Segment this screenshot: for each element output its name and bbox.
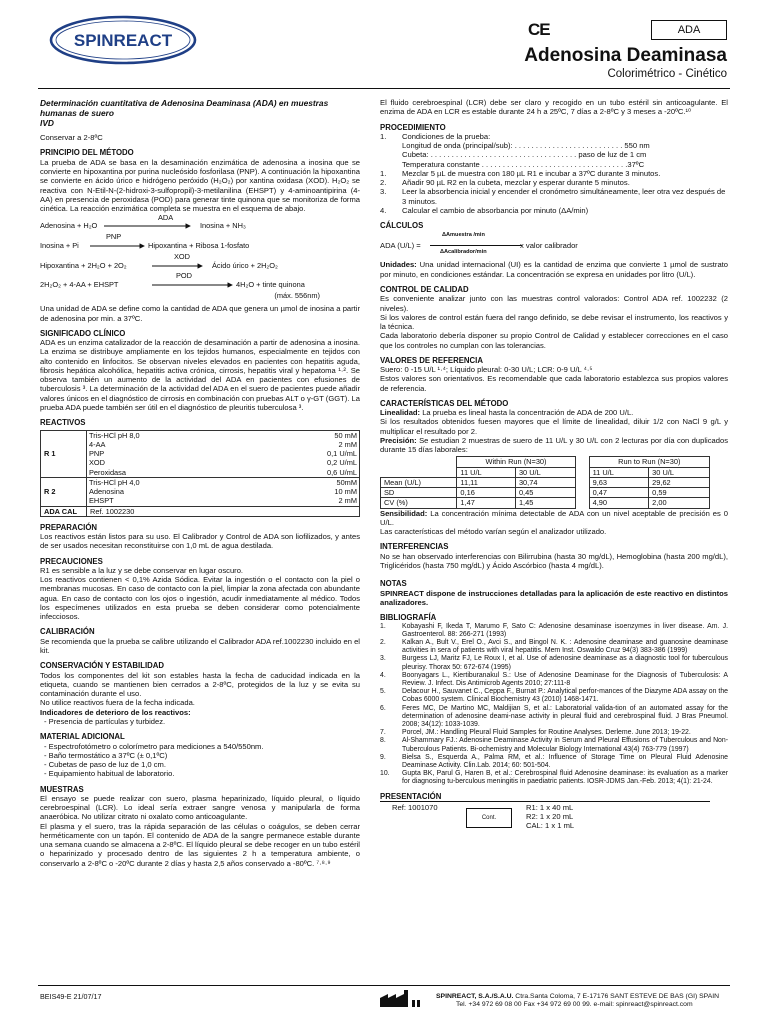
reagent-value: 10 mM [334, 487, 357, 497]
referencia-text-2: Estos valores son orientativos. Es recomendable que cada laboratorio establezca sus propios valores de referencia. [380, 374, 728, 393]
company-info [436, 993, 719, 1010]
r1-list [87, 431, 359, 477]
reagent-value: 2 mM [338, 439, 357, 449]
linealidad-text: La prueba es lineal hasta la concentración de ADA de 200 U/L. [420, 408, 634, 418]
calidad-text-2: Si los valores de control están fuera del rango definido, se debe revisar el instrumento, los reactivos y la técnica. [380, 312, 728, 332]
ce-mark: CE [528, 20, 550, 39]
company-contact: Tel. +34 972 69 08 00 Fax +34 972 69 00 99. e-mail: spinreact@spinreact.com [456, 1001, 693, 1009]
bibliography-item [380, 688, 728, 704]
reagent-value: 2 mM [338, 496, 357, 506]
units-label: Unidades: [380, 260, 417, 270]
precision-row [381, 498, 710, 508]
calidad-text-3: Cada laboratorio debería disponer su propio Control de Calidad y establecer correcciones en el caso que los controles no cumplan con las tolerancias. [380, 331, 728, 350]
presentation-items [526, 803, 574, 831]
bibliography-item [380, 754, 728, 770]
condition-cuvette: Cubeta: . . . . . . . . . . . . . . . . . . . . . . . . . . . . . . . . . . . paso de luz de 1 cm [402, 150, 647, 160]
r1-label: R 1 [41, 430, 87, 477]
notas-text: SPINREACT dispone de instrucciones detalladas para la aplicación de este reactivo en distintos analizadores. [380, 588, 728, 607]
left-column [40, 98, 360, 868]
bib-number: 1. [380, 622, 386, 630]
precision-row-label: CV (%) [381, 498, 457, 508]
notas-heading: NOTAS [380, 579, 407, 589]
sensibilidad-text: La concentración mínima detectable de ADA con un nivel aceptable de precisión es 0 U/L. [380, 508, 728, 527]
calc-formula [380, 232, 728, 260]
step-text: Leer la absorbencia inicial y encender el cronómetro simultáneamente, leer otra vez después de 3 minutos. [402, 187, 726, 206]
procedure-step [380, 206, 728, 215]
bibliography-item [380, 729, 728, 737]
reaction-1-left: Adenosina + H₂O [40, 221, 98, 231]
preparacion-text: Los reactivos están listos para su uso. El Calibrador y Control de ADA son liofilizados, y antes de ser usados necesitan reconstituirse con 1,0 mL de agua destilada. [40, 532, 360, 551]
intro-text: Determinación cuantitativa de Adenosina Deaminasa (ADA) en muestras humanas de suero [40, 98, 329, 119]
reagent-name: Tris-HCl pH 8,0 [89, 430, 140, 440]
reagent-value: 0,6 U/mL [327, 467, 357, 477]
step-number: 1. [380, 168, 387, 178]
code-box: ADA [651, 20, 727, 40]
reaction-2-right: Hipoxantina + Ribosa 1-fosfato [148, 241, 250, 251]
bibliography-item [380, 672, 728, 688]
conservacion-indicators: Indicadores de deterioro de los reactivos: [40, 707, 191, 717]
material-item: - Equipamiento habitual de laboratorio. [44, 769, 175, 779]
material-item: - Cubetas de paso de luz de 1,0 cm. [44, 760, 166, 770]
reagent-row [87, 449, 359, 458]
bibliografia-heading: BIBLIOGRAFÍA [380, 613, 437, 623]
precision-cell: 0,16 [457, 488, 516, 498]
conservacion-text: Todos los componentes del kit son estables hasta la fecha de caducidad indicada en la etiqueta, cuando se mantienen bien cerrados a 2-8ºC, protegidos de la luz y se evita su contaminación durante el uso. [40, 670, 360, 699]
muestras-heading: MUESTRAS [40, 784, 84, 794]
lcr-text: El fluido cerebroespinal (LCR) debe ser claro y recogido en un tubo estéril sin anticoagulante. El enzima de ADA en LCR es estable durante 24 h a 25ºC, 7 días a 2-8ºC y 3 meses a -20ºC.¹⁰ [380, 98, 728, 117]
page-title: Adenosina Deaminasa [524, 45, 727, 66]
interferencias-heading: INTERFERENCIAS [380, 542, 449, 552]
bib-text: Boonyagars L., Kiertiburanakul S.: Use of Adenosine Deaminase for the Diagnosis of Tuberculosis: A Review. J. Infect. Dis Antimicrob Agents 2010; 27:111-8 [402, 671, 728, 687]
precauciones-text-2: Los reactivos contienen < 0,1% Azida Sódica. Evitar la ingestión o el contacto con la piel o membranas mucosas. En caso de contacto con la piel, limpiar la zona afectada con abundante agua. En caso de contacto con los ojos o ingestión, acudir inmediatamente al médico. Todos los especímenes utilizados en esta prueba se deben considerar como potencialmente infecciosos. [40, 575, 360, 622]
precision-row [381, 477, 710, 487]
r2-list [87, 478, 359, 506]
bib-text: Delacour H., Sauvanet C., Ceppa F., Burnat P.: Analytical perfor-mances of the Diazyme ADA assay on the Cobas 6000 system. Clinical Biochemistry 43 (2010) 1468-1471. [402, 688, 728, 704]
bib-number: 4. [380, 671, 386, 679]
bibliography-item [380, 655, 728, 671]
precision-cell: 4,90 [589, 498, 649, 508]
reaction-3-left: Hipoxantina + 2H₂O + 2O₂ [40, 261, 127, 271]
right-column [380, 98, 728, 835]
spinreact-logo [48, 14, 198, 66]
precision-row [381, 488, 710, 498]
reagent-name: PNP [89, 449, 105, 459]
reagent-name: Adenosina [89, 487, 124, 497]
precision-col-header: 11 U/L [457, 467, 516, 477]
reaction-4-right: 4H₂O + tinte quinona [236, 280, 305, 290]
step-number: 4. [380, 205, 387, 215]
step-number: 3. [380, 187, 387, 197]
logo-text: SPINREACT [73, 31, 173, 50]
step-text: Calcular el cambio de absorbancia por minuto (ΔA/min) [402, 205, 589, 215]
reagent-value: 50 mM [334, 430, 357, 440]
reagent-name: Peroxidasa [89, 467, 126, 477]
bibliography-item [380, 639, 728, 655]
reaction-4-left: 2H₂O₂ + 4-AA + EHSPT [40, 280, 119, 290]
precision-within-header: Within Run (N=30) [457, 457, 575, 467]
header-divider [38, 88, 730, 89]
r1-cell [87, 430, 360, 477]
bibliography-item [380, 737, 728, 753]
presentation-item: R1: 1 x 40 mL [526, 802, 574, 812]
precision-cell: 9,63 [589, 477, 649, 487]
bib-number: 7. [380, 729, 386, 737]
significado-heading: SIGNIFICADO CLÍNICO [40, 328, 126, 338]
precision-cell: 30,74 [515, 477, 575, 487]
procedure-steps [380, 169, 728, 215]
precision-cell: 0,47 [589, 488, 649, 498]
procedure-condition-item: 1. Condiciones de la prueba: Longitud de onda (principal/sub): . . . . . . . . . . . . . . . . . . . . . . . . . . 550 nm Cubeta: . . . . . . . . . . . . . . . . . . . . . . . . . . . . . . . . . . . paso de luz de 1 cm Temperatura constante . . . . . . . . . . . . . . . . . . . . . . . . . . . . . . . . . . .37ºC [380, 132, 728, 169]
reagent-row [87, 487, 359, 496]
precision-row-label: Mean (U/L) [381, 477, 457, 487]
reagent-row [87, 458, 359, 467]
muestras-text-2: El plasma y el suero, tras la rápida separación de las células o coágulos, se deben cerrar herméticamente con un tapón. El contenido de ADA de la sangre permanece estable durante una semana cuando se almacena a 2-8ºC. El líquido pleural se debe recoger en un tubo estéril o heparinizado y procesado dentro de las siguientes 2 h a temperatura ambiente, o conservarlo a 2-8ºC o -20ºC durante 2 días y hasta 2,5 años conservado a -80ºC. ⁷·⁸·⁹ [40, 821, 360, 868]
step-text: Mezclar 5 µL de muestra con 180 µL R1 e incubar a 37ºC durante 3 minutos. [402, 168, 661, 178]
enzyme-ada: ADA [158, 213, 174, 223]
precision-cell: 2,00 [649, 498, 710, 508]
reagent-name: Tris-HCl pH 4,0 [89, 477, 140, 487]
precision-col-header: 30 U/L [649, 467, 710, 477]
sensibilidad-label: Sensibilidad: [380, 508, 428, 518]
principio-text: La prueba de ADA se basa en la desaminación enzimática de adenosina a inosina que se convierte en hipoxantina por purina nucleósido fosforilasa (PNP). A continuación la hipoxantina se convierte en ácido úrico e hidrógeno peróxido (H₂O₂) por xantina oxidasa (XOD). H₂O₂ se reactiva con N-Etil-N-(2-hidroxi-3-sulfopropil)-3-metilanilina (EHSPT) y 4-aminoantipirina (4-AA) en presencia de peroxidasa (POD) para generar tinte quinona que se monitoriza de forma cinética. La reacción enzimática completa se muestra en el esquema de abajo. [40, 157, 360, 214]
bib-number: 2. [380, 638, 386, 646]
precision-run-header: Run to Run (N=30) [589, 457, 709, 467]
significado-text: ADA es un enzima catalizador de la reacción de desaminación a partir de adenosina a inosina. La enzima se distribuye ampliamente en los tejidos humanos, especialmente en tejidos con alto contenido en linfocitos. Se observan niveles elevados en pacientes con hepatitis aguda, fibrosis hepática alcohólica, hepatitis activa crónica, cirrosis, hepatitis viral y hepatoma ¹·². Se observa también un aumento de la actividad del ADA en pacientes con efusiones de tuberculosis ³. La determinación de la actividad del ADA en el suero de pacientes puede añadir valores únicos en el diagnóstico de cirrosis en combinación con pruebas ALT o γ-GT (GGT). La prueba ADA puede también ser útil en el diagnóstico de pleuritis tuberculosa ³. [40, 338, 360, 412]
calc-lhs: ADA (U/L) = [380, 241, 421, 251]
ivd-label: IVD [40, 118, 54, 129]
adacal-label: ADA CAL [41, 506, 87, 516]
calibracion-heading: CALIBRACIÓN [40, 627, 95, 637]
reaction-max-note: (máx. 556nm) [274, 291, 320, 301]
material-list [40, 742, 360, 779]
bib-number: 8. [380, 737, 386, 745]
r2-cell [87, 477, 360, 506]
calc-denominator: ΔAcalibrador/min [440, 249, 487, 256]
linealidad-label: Linealidad: [380, 408, 421, 418]
bib-text: Kobayashi F, Ikeda T, Marumo F, Sato C: Adenosine desaminase isoenzymes in liver disease. Am. J. Gastroenterol. 88: 266-271 (1993) [402, 622, 728, 638]
footer-divider [38, 985, 730, 986]
material-heading: MATERIAL ADICIONAL [40, 732, 125, 742]
reagent-row [87, 431, 359, 440]
precision-cell: 1,47 [457, 498, 516, 508]
step-number: 2. [380, 178, 387, 188]
step-text: Añadir 90 µL R2 en la cubeta, mezclar y esperar durante 5 minutos. [402, 178, 630, 188]
precision-cell: 0,59 [649, 488, 710, 498]
precision-cell: 0,45 [515, 488, 575, 498]
reagent-name: 4-AA [89, 439, 106, 449]
enzyme-pod: POD [176, 271, 193, 281]
precision-cell: 1,45 [515, 498, 575, 508]
preparacion-heading: PREPARACIÓN [40, 522, 98, 532]
bibliography-item [380, 705, 728, 730]
caracteristicas-heading: CARACTERÍSTICAS DEL MÉTODO [380, 398, 509, 408]
precision-corner [381, 457, 457, 467]
bibliography-list [380, 623, 728, 787]
calc-numerator: ΔAmuestra /min [442, 232, 485, 239]
reaction-3-right: Ácido úrico + 2H₂O₂ [212, 261, 278, 271]
reagent-row [87, 496, 359, 505]
reaction-1-right: Inosina + NH₃ [200, 221, 246, 231]
precision-col-header: 11 U/L [589, 467, 649, 477]
calibracion-text: Se recomienda que la prueba se calibre utilizando el Calibrador ADA ref.1002230 incluido en el kit. [40, 636, 360, 656]
company-name: SPINREACT, S.A./S.A.U. [436, 993, 514, 1000]
linealidad-text-2: Si los resultados obtenidos fuesen mayores que el límite de linealidad, diluir 1/2 con NaCl 9 g/L y multiplicar el resultado por 2. [380, 417, 728, 436]
material-item: - Espectrofotómetro o colorímetro para mediciones a 540/550nm. [44, 741, 264, 751]
bib-number: 3. [380, 655, 386, 663]
enzyme-pnp: PNP [106, 232, 122, 242]
reagent-value: 0,2 U/mL [327, 458, 357, 468]
presentation-block [380, 801, 710, 835]
adacal-ref: Ref. 1002230 [87, 506, 360, 516]
reaction-2-left: Inosina + Pi [40, 241, 79, 251]
bibliography-item [380, 623, 728, 639]
interferencias-text: No se han observado interferencias con Bilirrubina (hasta 30 mg/dL), Hemoglobina (hasta 200 mg/dL), Triglicéridos (hasta 750 mg/dL) y Ácido Ascórbico (hasta 4 mg/dL). [380, 551, 728, 571]
bib-text: Al-Shammary FJ.: Adenosine Deaminase Activity in Serum and Pleural Effusions of Tuberculous and Non-Tuberculous Patients. Bi-ochemistry and Molecular Biology International 43(4) 763-779 (1997) [402, 737, 728, 753]
referencia-text-1: Suero: 0 -15 U/L ¹·⁴; Líquido pleural: 0-30 U/L; LCR: 0-9 U/L ⁴·⁵ [380, 365, 593, 375]
procedure-step [380, 187, 728, 206]
bib-text: Burgess LJ, Maritz FJ, Le Roux I, et al. Use of adenosine deaminase as a diagnostic tool for tuberculous pleurisy. Thorax 50: 672-674 (1995) [402, 655, 728, 671]
bib-number: 10. [380, 770, 390, 778]
r2-label: R 2 [41, 477, 87, 506]
reagent-row [87, 478, 359, 487]
presentation-item: R2: 1 x 20 mL [526, 812, 574, 822]
precision-table [380, 456, 710, 508]
reagent-name: EHSPT [89, 496, 114, 506]
reagent-row [87, 440, 359, 449]
presentation-cont-box: Cont. [466, 808, 512, 828]
precision-label: Precisión: [380, 435, 417, 445]
reaction-scheme [40, 213, 360, 291]
precision-col-header: 30 U/L [515, 467, 575, 477]
bib-text: Feres MC, De Martino MC, Maldijian S, et al.: Laboratorial valida-tion of an automated assay for the determination of adenosine deami-nase activity in pleural fluid and cerebrospinal fluid. J Bras Pneumol. 2008; 34(12): 1033-1039. [402, 704, 728, 728]
reagent-value: 0,1 U/mL [327, 449, 357, 459]
caracteristicas-other: Las características del método varían según el analizador utilizado. [380, 527, 607, 537]
reagent-row [87, 468, 359, 477]
procedure-step [380, 178, 728, 187]
bib-number: 9. [380, 753, 386, 761]
reagents-table [40, 430, 360, 517]
procedure-step [380, 169, 728, 178]
units-text: Una unidad internacional (UI) es la cantidad de enzima que convierte 1 µmol de sustrato por minuto, en condiciones estándar. La concentración se expresa en unidades por litro (U/L). [380, 260, 728, 279]
calc-rhs: x valor calibrador [520, 241, 578, 251]
precision-cell: 29,62 [649, 477, 710, 487]
bib-text: Kalkan A., Bult V., Erel O., Avci S., and Bingol N. K. : Adenosine deaminase and guanosine deaminase activities in sera of patients with viral hepatitis. Mem Inst. Oswaldo Cruz 94(3) 383-386 (1999) [402, 638, 728, 655]
precision-row-label: SD [381, 488, 457, 498]
calidad-text-1: Es conveniente analizar junto con las muestras control valorados: Control ADA ref. 1002232 (2 niveles). [380, 294, 728, 313]
conservacion-text-2: No utilice reactivos fuera de la fecha indicada. [40, 698, 195, 708]
procedure-conditions [380, 132, 728, 169]
calidad-heading: CONTROL DE CALIDAD [380, 284, 469, 294]
presentacion-heading: PRESENTACIÓN [380, 791, 442, 801]
bib-number: 6. [380, 704, 386, 712]
presentation-item: CAL: 1 x 1 mL [526, 821, 575, 831]
muestras-text-1: El ensayo se puede realizar con suero, plasma heparinizado, líquido pleural, o líquido cerebroespinal (LCR). Lo ideal sería extraer sangre venosa y manipularla de forma anaeróbica. No utilizar citrato ni oxalato como anticoagulante. [40, 793, 360, 822]
principio-heading: PRINCIPIO DEL MÉTODO [40, 148, 134, 158]
precision-text: Se estudian 2 muestras de suero de 11 U/L y 30 U/L con 2 lecturas por día con duplicados durante 15 días laborales: [380, 435, 728, 455]
company-address: Ctra.Santa Coloma, 7 E-17176 SANT ESTEVE DE BAS (GI) SPAIN [513, 993, 720, 1000]
precauciones-heading: PRECAUCIONES [40, 556, 103, 566]
condition-temperature: Temperatura constante . . . . . . . . . . . . . . . . . . . . . . . . . . . . . . . . . . .37ºC [402, 159, 645, 169]
precauciones-text-1: R1 es sensible a la luz y se debe conservar en lugar oscuro. [40, 565, 244, 575]
bib-text: Porcel, JM.: Handling Pleural Fluid Samples for Routine Analyses. Derleme. June 2013; 19-22. [402, 729, 691, 737]
precision-cell: 11,11 [457, 477, 516, 487]
bib-text: Gupta BK, Parul G, Haren B, et al.: Cerebrospinal fluid Adenosine deaminase: its evaluation as a marker for diagnosing tu-berculous meningitis in paediatric patients. IOSR-JDMS Jan.-Feb. 2013; 4(1): 21-24. [402, 770, 728, 786]
referencia-heading: VALORES DE REFERENCIA [380, 355, 483, 365]
factory-icon [378, 988, 428, 1008]
bibliography-item [380, 770, 728, 786]
page-subtitle: Colorimétrico - Cinético [607, 68, 727, 80]
storage-text: Conservar a 2-8ºC [40, 133, 103, 143]
calculos-heading: CÁLCULOS [380, 221, 424, 231]
material-item: - Baño termostático a 37ºC (± 0,1ºC) [44, 750, 168, 760]
reactivos-heading: REACTIVOS [40, 418, 86, 428]
calc-fraction-bar [430, 245, 522, 246]
unit-definition: Una unidad de ADA se define como la cantidad de ADA que genera un µmol de inosina a partir de adenosina por min. a 37ºC. [40, 304, 360, 323]
presentation-ref: Ref: 1001070 [392, 802, 438, 812]
bib-text: Bielsa S., Esquerda A., Palma RM, et al.: Influence of Storage Time on Pleural Fluid Adenosine Deaminase Activity. Clin.Lab. 2014; 60: 501-504. [402, 753, 728, 769]
document-code: BEIS49-E 21/07/17 [40, 992, 102, 1001]
condition-wavelength: Longitud de onda (principal/sub): . . . . . . . . . . . . . . . . . . . . . . . . . . 550 nm [402, 141, 650, 151]
reagent-name: XOD [89, 458, 106, 468]
procedimiento-heading: PROCEDIMIENTO [380, 122, 446, 132]
conservacion-dash: - Presencia de partículas y turbidez. [44, 716, 166, 726]
reagent-value: 50mM [336, 477, 357, 487]
conservacion-heading: CONSERVACIÓN Y ESTABILIDAD [40, 661, 165, 671]
bib-number: 5. [380, 688, 386, 696]
enzyme-xod: XOD [174, 252, 191, 262]
